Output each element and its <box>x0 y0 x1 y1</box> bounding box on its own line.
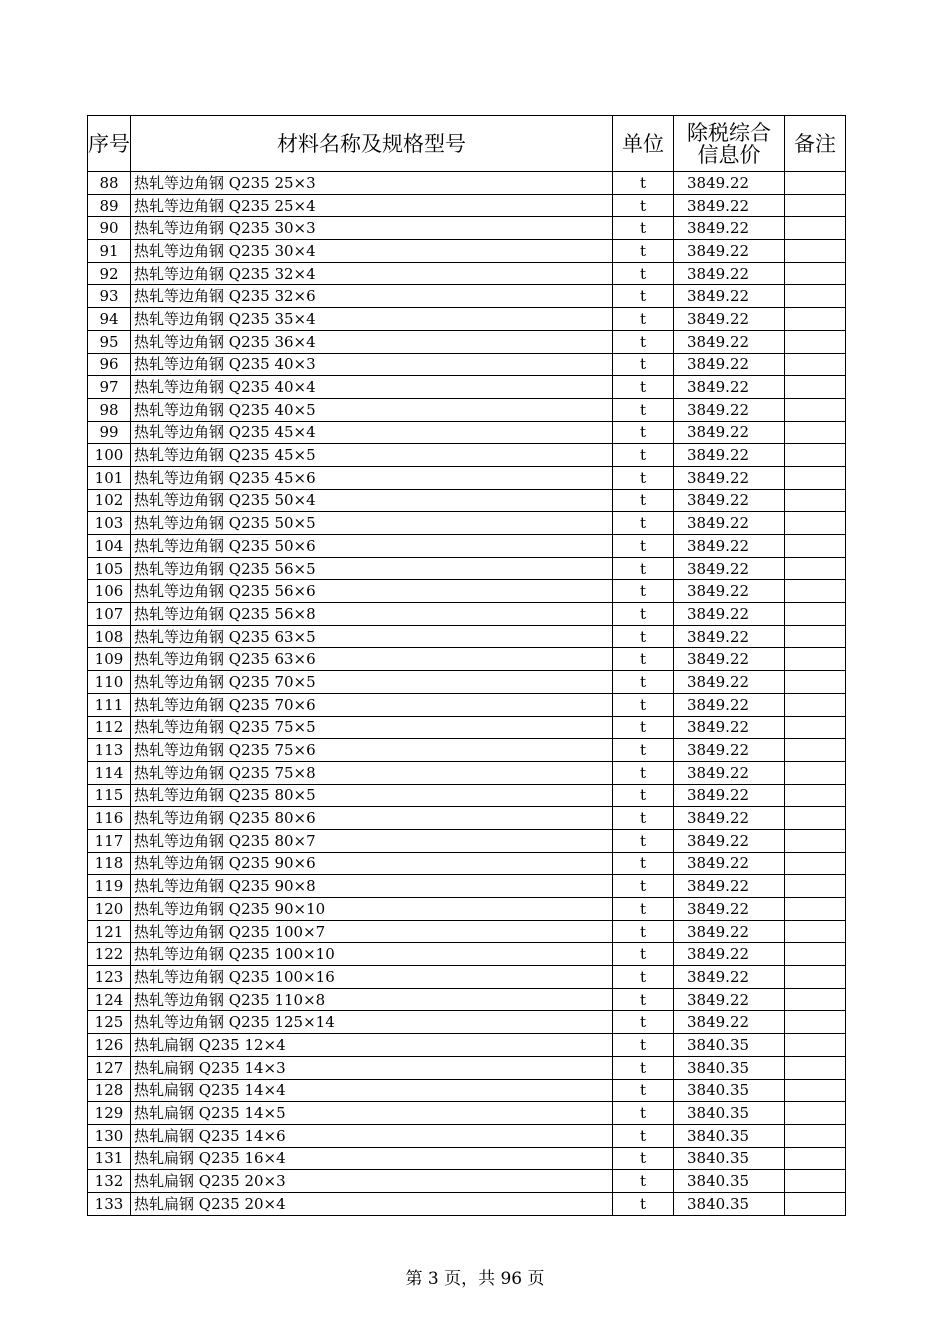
cell-unit: t <box>613 852 674 875</box>
table-row <box>88 875 846 898</box>
cell-unit: t <box>613 217 674 240</box>
cell-no: 111 <box>88 693 131 716</box>
cell-price: 3849.22 <box>674 421 785 444</box>
cell-name: 热轧扁钢 Q235 14×5 <box>131 1102 613 1125</box>
cell-note <box>785 308 846 331</box>
cell-no: 121 <box>88 920 131 943</box>
cell-no: 123 <box>88 966 131 989</box>
cell-name: 热轧等边角钢 Q235 90×6 <box>131 852 613 875</box>
table-row <box>88 716 846 739</box>
cell-name: 热轧扁钢 Q235 16×4 <box>131 1147 613 1170</box>
cell-price: 3849.22 <box>674 489 785 512</box>
cell-price: 3849.22 <box>674 217 785 240</box>
cell-name: 热轧等边角钢 Q235 50×4 <box>131 489 613 512</box>
table-row <box>88 557 846 580</box>
cell-price: 3849.22 <box>674 535 785 558</box>
cell-unit: t <box>613 739 674 762</box>
cell-price: 3849.22 <box>674 852 785 875</box>
cell-unit: t <box>613 444 674 467</box>
cell-price: 3849.22 <box>674 943 785 966</box>
cell-note <box>785 421 846 444</box>
table-row <box>88 1011 846 1034</box>
cell-unit: t <box>613 172 674 195</box>
cell-unit: t <box>613 716 674 739</box>
cell-note <box>785 988 846 1011</box>
cell-unit: t <box>613 943 674 966</box>
cell-price: 3849.22 <box>674 1011 785 1034</box>
cell-name: 热轧等边角钢 Q235 40×4 <box>131 376 613 399</box>
cell-no: 92 <box>88 262 131 285</box>
cell-note <box>785 603 846 626</box>
cell-no: 115 <box>88 784 131 807</box>
cell-no: 113 <box>88 739 131 762</box>
cell-name: 热轧等边角钢 Q235 45×6 <box>131 466 613 489</box>
cell-note <box>785 784 846 807</box>
cell-price: 3849.22 <box>674 761 785 784</box>
table-row <box>88 693 846 716</box>
cell-no: 104 <box>88 535 131 558</box>
cell-no: 93 <box>88 285 131 308</box>
cell-note <box>785 920 846 943</box>
cell-unit: t <box>613 421 674 444</box>
table-row <box>88 217 846 240</box>
cell-name: 热轧等边角钢 Q235 80×7 <box>131 829 613 852</box>
header-no: 序号 <box>88 116 131 172</box>
cell-no: 90 <box>88 217 131 240</box>
table-row <box>88 1170 846 1193</box>
cell-note <box>785 1102 846 1125</box>
cell-no: 132 <box>88 1170 131 1193</box>
cell-no: 96 <box>88 353 131 376</box>
cell-unit: t <box>613 1056 674 1079</box>
table-row <box>88 671 846 694</box>
cell-unit: t <box>613 330 674 353</box>
cell-unit: t <box>613 580 674 603</box>
cell-unit: t <box>613 761 674 784</box>
cell-price: 3849.22 <box>674 716 785 739</box>
cell-price: 3849.22 <box>674 466 785 489</box>
cell-note <box>785 330 846 353</box>
cell-name: 热轧扁钢 Q235 14×6 <box>131 1124 613 1147</box>
cell-no: 97 <box>88 376 131 399</box>
cell-note <box>785 240 846 263</box>
cell-note <box>785 1170 846 1193</box>
cell-no: 130 <box>88 1124 131 1147</box>
table-row <box>88 829 846 852</box>
cell-unit: t <box>613 784 674 807</box>
cell-price: 3849.22 <box>674 671 785 694</box>
table-row <box>88 580 846 603</box>
cell-name: 热轧等边角钢 Q235 75×5 <box>131 716 613 739</box>
cell-name: 热轧等边角钢 Q235 90×8 <box>131 875 613 898</box>
table-row <box>88 852 846 875</box>
cell-name: 热轧等边角钢 Q235 100×16 <box>131 966 613 989</box>
cell-note <box>785 444 846 467</box>
cell-name: 热轧等边角钢 Q235 70×5 <box>131 671 613 694</box>
cell-name: 热轧等边角钢 Q235 45×5 <box>131 444 613 467</box>
cell-unit: t <box>613 671 674 694</box>
cell-no: 122 <box>88 943 131 966</box>
cell-name: 热轧等边角钢 Q235 80×5 <box>131 784 613 807</box>
cell-name: 热轧等边角钢 Q235 100×7 <box>131 920 613 943</box>
cell-price: 3849.22 <box>674 920 785 943</box>
cell-name: 热轧扁钢 Q235 20×4 <box>131 1192 613 1215</box>
cell-name: 热轧等边角钢 Q235 110×8 <box>131 988 613 1011</box>
cell-note <box>785 353 846 376</box>
table-row <box>88 648 846 671</box>
cell-no: 98 <box>88 398 131 421</box>
cell-name: 热轧等边角钢 Q235 75×6 <box>131 739 613 762</box>
cell-no: 131 <box>88 1147 131 1170</box>
table-body <box>88 172 846 1216</box>
cell-price: 3849.22 <box>674 240 785 263</box>
cell-unit: t <box>613 1034 674 1057</box>
table-row <box>88 421 846 444</box>
cell-unit: t <box>613 557 674 580</box>
cell-unit: t <box>613 603 674 626</box>
cell-price: 3849.22 <box>674 829 785 852</box>
cell-unit: t <box>613 285 674 308</box>
cell-price: 3849.22 <box>674 376 785 399</box>
table-row <box>88 603 846 626</box>
cell-note <box>785 512 846 535</box>
table-row <box>88 1102 846 1125</box>
table-row <box>88 988 846 1011</box>
cell-unit: t <box>613 1147 674 1170</box>
cell-no: 99 <box>88 421 131 444</box>
table-row <box>88 285 846 308</box>
cell-note <box>785 852 846 875</box>
cell-name: 热轧等边角钢 Q235 70×6 <box>131 693 613 716</box>
cell-no: 100 <box>88 444 131 467</box>
header-price-line1: 除税综合 <box>687 120 771 145</box>
table-row <box>88 330 846 353</box>
cell-note <box>785 829 846 852</box>
cell-no: 106 <box>88 580 131 603</box>
table-row <box>88 1192 846 1215</box>
cell-price: 3849.22 <box>674 898 785 921</box>
cell-note <box>785 671 846 694</box>
cell-no: 103 <box>88 512 131 535</box>
cell-unit: t <box>613 308 674 331</box>
cell-no: 133 <box>88 1192 131 1215</box>
cell-price: 3840.35 <box>674 1147 785 1170</box>
table-row <box>88 240 846 263</box>
cell-price: 3840.35 <box>674 1079 785 1102</box>
cell-note <box>785 625 846 648</box>
cell-no: 116 <box>88 807 131 830</box>
table-row <box>88 194 846 217</box>
cell-unit: t <box>613 535 674 558</box>
cell-price: 3840.35 <box>674 1170 785 1193</box>
header-price <box>674 116 785 172</box>
cell-name: 热轧等边角钢 Q235 30×3 <box>131 217 613 240</box>
cell-unit: t <box>613 1170 674 1193</box>
cell-note <box>785 557 846 580</box>
cell-no: 91 <box>88 240 131 263</box>
cell-note <box>785 966 846 989</box>
cell-no: 88 <box>88 172 131 195</box>
table-header-row <box>88 116 846 172</box>
cell-unit: t <box>613 1079 674 1102</box>
cell-unit: t <box>613 625 674 648</box>
cell-note <box>785 1124 846 1147</box>
cell-name: 热轧等边角钢 Q235 63×5 <box>131 625 613 648</box>
table-row <box>88 535 846 558</box>
cell-no: 119 <box>88 875 131 898</box>
cell-name: 热轧扁钢 Q235 14×4 <box>131 1079 613 1102</box>
table-row <box>88 1124 846 1147</box>
cell-note <box>785 1079 846 1102</box>
cell-no: 95 <box>88 330 131 353</box>
cell-note <box>785 761 846 784</box>
cell-price: 3840.35 <box>674 1124 785 1147</box>
table-row <box>88 444 846 467</box>
cell-unit: t <box>613 1192 674 1215</box>
cell-no: 112 <box>88 716 131 739</box>
cell-name: 热轧等边角钢 Q235 32×6 <box>131 285 613 308</box>
cell-name: 热轧等边角钢 Q235 50×5 <box>131 512 613 535</box>
cell-name: 热轧等边角钢 Q235 35×4 <box>131 308 613 331</box>
cell-price: 3849.22 <box>674 398 785 421</box>
table-row <box>88 308 846 331</box>
cell-unit: t <box>613 194 674 217</box>
table-row <box>88 172 846 195</box>
cell-unit: t <box>613 829 674 852</box>
header-price-line2: 信息价 <box>697 142 761 167</box>
cell-price: 3849.22 <box>674 966 785 989</box>
cell-no: 124 <box>88 988 131 1011</box>
table-row <box>88 966 846 989</box>
cell-no: 89 <box>88 194 131 217</box>
cell-no: 102 <box>88 489 131 512</box>
cell-note <box>785 898 846 921</box>
cell-name: 热轧等边角钢 Q235 36×4 <box>131 330 613 353</box>
cell-name: 热轧等边角钢 Q235 50×6 <box>131 535 613 558</box>
table-row <box>88 625 846 648</box>
cell-name: 热轧等边角钢 Q235 75×8 <box>131 761 613 784</box>
cell-unit: t <box>613 240 674 263</box>
cell-name: 热轧等边角钢 Q235 45×4 <box>131 421 613 444</box>
cell-name: 热轧等边角钢 Q235 80×6 <box>131 807 613 830</box>
cell-name: 热轧等边角钢 Q235 32×4 <box>131 262 613 285</box>
cell-price: 3840.35 <box>674 1102 785 1125</box>
cell-price: 3849.22 <box>674 807 785 830</box>
cell-unit: t <box>613 966 674 989</box>
table-row <box>88 807 846 830</box>
cell-unit: t <box>613 807 674 830</box>
table-row <box>88 761 846 784</box>
cell-note <box>785 376 846 399</box>
cell-price: 3849.22 <box>674 625 785 648</box>
cell-no: 114 <box>88 761 131 784</box>
cell-unit: t <box>613 988 674 1011</box>
cell-price: 3840.35 <box>674 1056 785 1079</box>
cell-no: 126 <box>88 1034 131 1057</box>
cell-price: 3849.22 <box>674 285 785 308</box>
header-note: 备注 <box>785 116 846 172</box>
cell-note <box>785 194 846 217</box>
cell-name: 热轧等边角钢 Q235 63×6 <box>131 648 613 671</box>
cell-unit: t <box>613 466 674 489</box>
table-row <box>88 784 846 807</box>
cell-unit: t <box>613 875 674 898</box>
cell-note <box>785 739 846 762</box>
cell-no: 128 <box>88 1079 131 1102</box>
cell-name: 热轧等边角钢 Q235 25×3 <box>131 172 613 195</box>
cell-name: 热轧等边角钢 Q235 30×4 <box>131 240 613 263</box>
cell-price: 3849.22 <box>674 172 785 195</box>
table-row <box>88 1147 846 1170</box>
cell-price: 3849.22 <box>674 784 785 807</box>
cell-no: 120 <box>88 898 131 921</box>
cell-unit: t <box>613 262 674 285</box>
cell-no: 109 <box>88 648 131 671</box>
cell-note <box>785 807 846 830</box>
cell-price: 3849.22 <box>674 648 785 671</box>
cell-note <box>785 172 846 195</box>
cell-price: 3849.22 <box>674 308 785 331</box>
cell-name: 热轧扁钢 Q235 12×4 <box>131 1034 613 1057</box>
cell-note <box>785 285 846 308</box>
cell-note <box>785 262 846 285</box>
cell-unit: t <box>613 1124 674 1147</box>
cell-no: 117 <box>88 829 131 852</box>
cell-note <box>785 217 846 240</box>
cell-unit: t <box>613 648 674 671</box>
cell-price: 3849.22 <box>674 739 785 762</box>
cell-note <box>785 875 846 898</box>
cell-price: 3849.22 <box>674 580 785 603</box>
cell-price: 3840.35 <box>674 1192 785 1215</box>
cell-no: 107 <box>88 603 131 626</box>
page-footer: 第 3 页，共 96 页 <box>405 1269 545 1289</box>
cell-price: 3849.22 <box>674 603 785 626</box>
cell-name: 热轧扁钢 Q235 14×3 <box>131 1056 613 1079</box>
cell-note <box>785 693 846 716</box>
table-row <box>88 920 846 943</box>
cell-no: 127 <box>88 1056 131 1079</box>
cell-note <box>785 716 846 739</box>
cell-price: 3840.35 <box>674 1034 785 1057</box>
cell-name: 热轧等边角钢 Q235 40×5 <box>131 398 613 421</box>
cell-no: 129 <box>88 1102 131 1125</box>
cell-price: 3849.22 <box>674 330 785 353</box>
cell-price: 3849.22 <box>674 693 785 716</box>
cell-no: 94 <box>88 308 131 331</box>
cell-unit: t <box>613 693 674 716</box>
price-table <box>87 115 846 1216</box>
table-row <box>88 1056 846 1079</box>
cell-unit: t <box>613 1011 674 1034</box>
cell-price: 3849.22 <box>674 262 785 285</box>
table-row <box>88 943 846 966</box>
cell-name: 热轧等边角钢 Q235 40×3 <box>131 353 613 376</box>
cell-note <box>785 580 846 603</box>
cell-unit: t <box>613 512 674 535</box>
cell-note <box>785 398 846 421</box>
cell-unit: t <box>613 489 674 512</box>
cell-price: 3849.22 <box>674 988 785 1011</box>
cell-note <box>785 1034 846 1057</box>
cell-unit: t <box>613 920 674 943</box>
cell-price: 3849.22 <box>674 353 785 376</box>
cell-no: 110 <box>88 671 131 694</box>
cell-price: 3849.22 <box>674 444 785 467</box>
table-row <box>88 353 846 376</box>
cell-unit: t <box>613 898 674 921</box>
header-name: 材料名称及规格型号 <box>131 116 613 172</box>
cell-name: 热轧等边角钢 Q235 90×10 <box>131 898 613 921</box>
cell-unit: t <box>613 1102 674 1125</box>
cell-price: 3849.22 <box>674 557 785 580</box>
cell-name: 热轧等边角钢 Q235 125×14 <box>131 1011 613 1034</box>
table-row <box>88 739 846 762</box>
cell-unit: t <box>613 353 674 376</box>
cell-note <box>785 535 846 558</box>
cell-name: 热轧等边角钢 Q235 25×4 <box>131 194 613 217</box>
cell-note <box>785 1192 846 1215</box>
cell-no: 108 <box>88 625 131 648</box>
cell-name: 热轧等边角钢 Q235 100×10 <box>131 943 613 966</box>
cell-no: 125 <box>88 1011 131 1034</box>
table-row <box>88 1079 846 1102</box>
cell-no: 101 <box>88 466 131 489</box>
cell-unit: t <box>613 376 674 399</box>
cell-note <box>785 1147 846 1170</box>
cell-price: 3849.22 <box>674 512 785 535</box>
cell-no: 105 <box>88 557 131 580</box>
cell-name: 热轧等边角钢 Q235 56×5 <box>131 557 613 580</box>
cell-note <box>785 648 846 671</box>
header-unit: 单位 <box>613 116 674 172</box>
cell-note <box>785 489 846 512</box>
table-row <box>88 1034 846 1057</box>
cell-note <box>785 1011 846 1034</box>
table-row <box>88 466 846 489</box>
table-row <box>88 262 846 285</box>
cell-note <box>785 466 846 489</box>
table-row <box>88 898 846 921</box>
cell-no: 118 <box>88 852 131 875</box>
table-row <box>88 489 846 512</box>
cell-price: 3849.22 <box>674 875 785 898</box>
cell-note <box>785 943 846 966</box>
cell-name: 热轧扁钢 Q235 20×3 <box>131 1170 613 1193</box>
table-row <box>88 512 846 535</box>
cell-unit: t <box>613 398 674 421</box>
cell-name: 热轧等边角钢 Q235 56×6 <box>131 580 613 603</box>
table-row <box>88 376 846 399</box>
cell-name: 热轧等边角钢 Q235 56×8 <box>131 603 613 626</box>
cell-note <box>785 1056 846 1079</box>
cell-price: 3849.22 <box>674 194 785 217</box>
table-row <box>88 398 846 421</box>
